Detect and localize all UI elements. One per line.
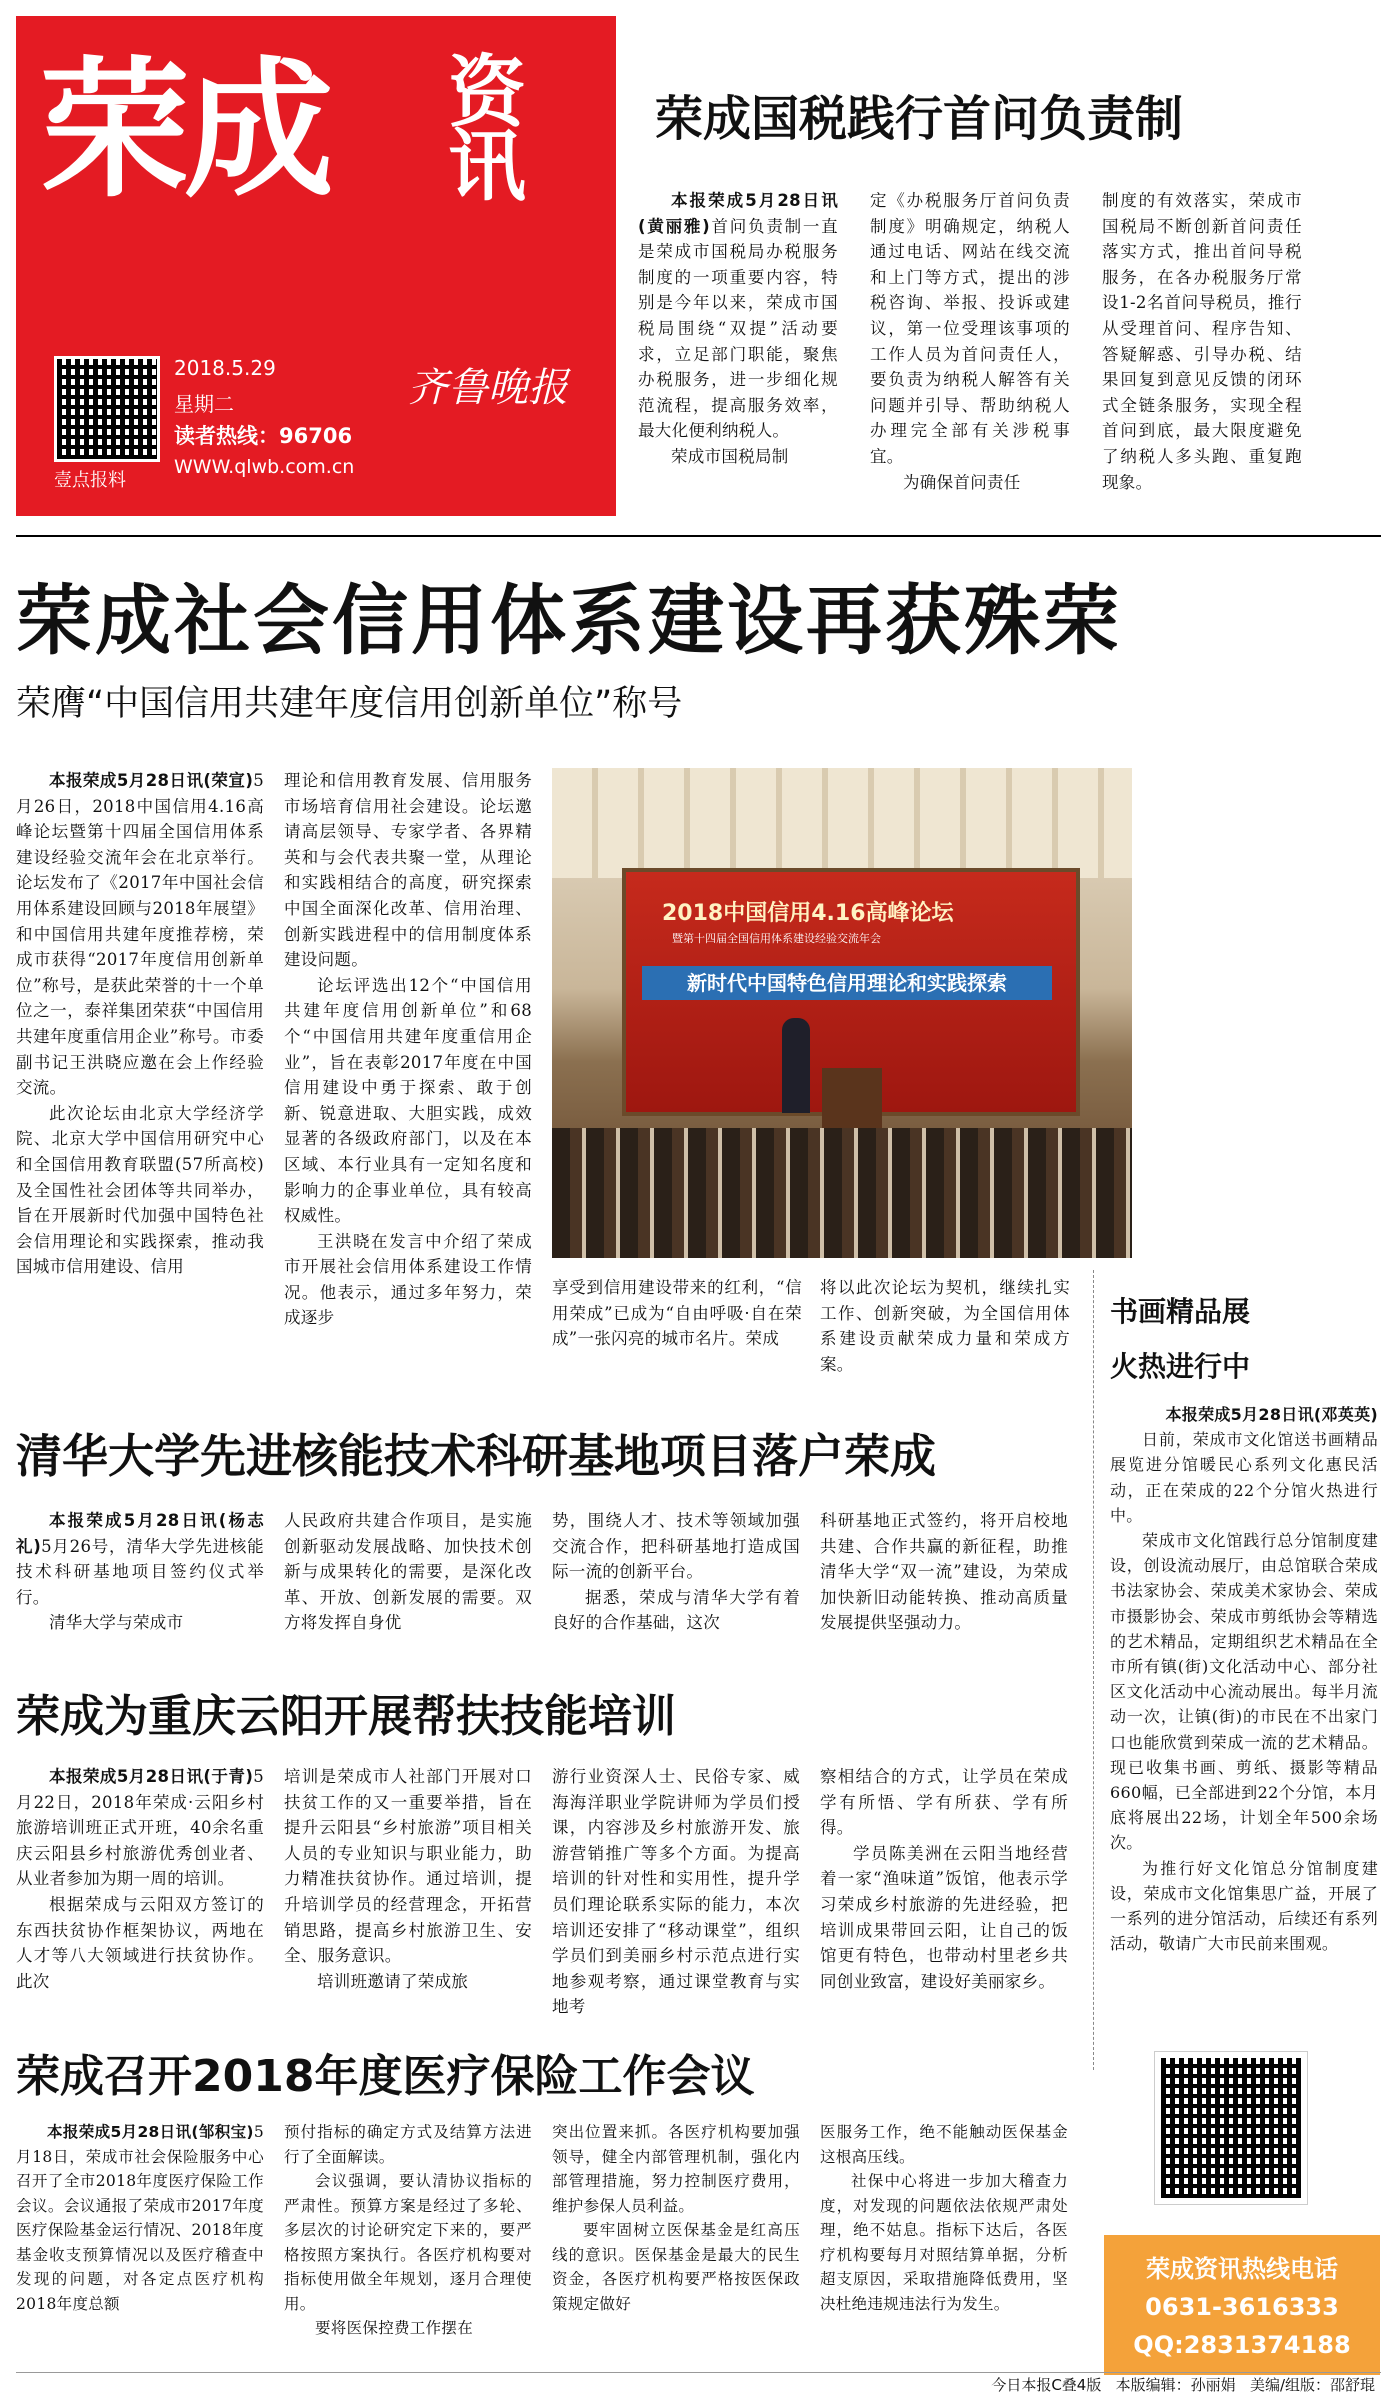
masthead — [16, 16, 616, 516]
article2-col1: 本报荣成5月28日讯(荣宣)5月26日，2018中国信用4.16高峰论坛暨第十四届全国信用体系建设经验交流年会在北京举行。论坛发布了《2017年中国社会信用体系建设回顾与2018年展望》和中国信用共建年度推荐榜，荣成市获得“2017年度信用创新单位”称号，是获此荣誉的十一个单位之一，泰祥集团荣获“中国信用共建年度重信用企业”称号。市委副书记王洪晓应邀在会上作经验交流。 此次论坛由北京大学经济学院、北京大学中国信用研究中心和全国信用教育联盟(57所高校)及全国性社会团体等共同举办，旨在开展新时代加强中国特色社会信用理论和实践探索，推动我国城市信用建设、信用 — [16, 771, 264, 1277]
logo-sub-1: 资 — [448, 48, 527, 138]
sidebar-body: 本报荣成5月28日讯(邓英英) 日前，荣成市文化馆送书画精品展览进分馆暖民心系列文化惠民活动，正在荣成的22个分馆火热进行中。 荣成市文化馆践行总分馆制度建设，创设流动展厅，由总馆联合荣成书法家协会、荣成美术家协会、荣成市摄影协会、荣成市剪纸协会等精选的艺术精品，定期组织艺术精品在全市所有镇(街)文化活动中心、部分社区文化活动中心流动展出。每半月流动一次，让镇(街)的市民在不出家门口也能欣赏到荣成一流的艺术精品。现已收集书画、剪纸、摄影等精品660幅，已全部进到22个分馆，本月底将展出22场，计划全年500余场次。 为推行好文化馆总分馆制度建设，荣成市文化馆集思广益，开展了一系列的进分馆活动，后续还有系列活动，敬请广大市民前来围观。 — [1110, 1405, 1378, 1954]
footer-credits: 今日本报C叠4版 本版编辑：孙丽娟 美编/组版：邵舒琨 — [991, 2376, 1375, 2394]
article4-title: 荣成为重庆云阳开展帮扶技能培训 — [16, 1691, 676, 1742]
article1-col1: 本报荣成5月28日讯(黄丽雅)首问负责制一直是荣成市国税局办税服务制度的一项重要内容，特别是今年以来，荣成市国税局围绕“双提”活动要求，立足部门职能，聚焦办税服务，进一步细化规范流程，提高服务效率，最大化便利纳税人。 荣成市国税局制 — [638, 191, 838, 466]
footer-rule — [16, 2372, 1381, 2373]
website: WWW.qlwb.com.cn — [174, 456, 355, 478]
article2-byline: 本报荣成5月28日讯(荣宣) — [49, 771, 254, 790]
hotline-title: 荣成资讯热线电话 — [1146, 2255, 1338, 2283]
audience — [552, 1128, 1132, 1258]
article5-col3: 突出位置来抓。各医疗机构要加强领导，健全内部管理机制，强化内部管理措施，努力控制医疗费用，维护参保人员利益。 要牢固树立医保基金是红高压线的意识。医保基金是最大的民生资金，各医疗机构要严格按医保政策规定做好 — [552, 2123, 800, 2313]
sidebar-title-1: 书画精品展 — [1110, 1295, 1251, 1328]
qr-code-icon — [54, 356, 160, 462]
article3-col2: 人民政府共建合作项目，是实施创新驱动发展战略、加快技术创新与成果转化的需要，是深化改革、开放、创新发展的需要。双方将发挥自身优 — [284, 1511, 532, 1633]
photo-banner-line3: 新时代中国特色信用理论和实践探索 — [642, 966, 1052, 1000]
photo-ceiling — [552, 768, 1132, 878]
photo-banner-line1: 2018中国信用4.16高峰论坛 — [662, 901, 954, 926]
hotline-qq: QQ:2831374188 — [1133, 2331, 1351, 2359]
article5-byline: 本报荣成5月28日讯(邹积宝) — [47, 2123, 254, 2141]
article3-byline: 本报荣成5月28日讯(杨志礼) — [16, 1511, 264, 1556]
scan-label: 壹点报料 — [54, 470, 126, 491]
article2-col2: 理论和信用教育发展、信用服务市场培育信用社会建设。论坛邀请高层领导、专家学者、各界精英和与会代表共聚一堂，从理论和实践相结合的高度，研究探索中国全面深化改革、信用治理、创新实践进程中的信用制度体系建设问题。 论坛评选出12个“中国信用共建年度信用创新单位”和68个“中国信用共建年度重信用企业”，旨在表彰2017年度在中国信用建设中勇于探索、敢于创新、锐意进取、大胆实践，成效显著的各级政府部门，以及在本区域、本行业具有一定知名度和影响力的企事业单位，具有较高权威性。 王洪晓在发言中介绍了荣成市开展社会信用体系建设工作情况。他表示，通过多年努力，荣成逐步 — [284, 771, 532, 1328]
article5-title: 荣成召开2018年度医疗保险工作会议 — [16, 2051, 755, 2102]
article5-col1: 本报荣成5月28日讯(邹积宝)5月18日，荣成市社会保险服务中心召开了全市2018年度医疗保险工作会议。会议通报了荣成市2017年度医疗保险基金运行情况、2018年度基金收支预算情况以及医疗稽查中发现的问题，对各定点医疗机构2018年度总额 — [16, 2123, 264, 2313]
article2-col4: 将以此次论坛为契机，继续扎实工作、创新突破，为全国信用体系建设贡献荣成力量和荣成方案。 — [820, 1278, 1070, 1374]
masthead-weekday: 星期二 — [174, 392, 234, 416]
article3-col1: 本报荣成5月28日讯(杨志礼)5月26号，清华大学先进核能技术科研基地项目签约仪式举行。 清华大学与荣成市 — [16, 1511, 264, 1633]
hotline-phone: 0631-3616333 — [1145, 2293, 1339, 2321]
article4-byline: 本报荣成5月28日讯(于青) — [49, 1767, 254, 1786]
article4-col2: 培训是荣成市人社部门开展对口扶贫工作的又一重要举措，旨在提升云阳县“乡村旅游”项目相关人员的专业知识与职业能力，助力精准扶贫协作。通过培训，提升培训学员的经营理念，开拓营销思路，提高乡村旅游卫生、安全、服务意识。 培训班邀请了荣成旅 — [284, 1767, 532, 1991]
article4-col4: 察相结合的方式，让学员在荣成学有所悟、学有所获、学有所得。 学员陈美洲在云阳当地经营着一家“渔味道”饭馆，他表示学习荣成乡村旅游的先进经验，把培训成果带回云阳，让自己的饭馆更有特色，也带动村里老乡共同创业致富，建设好美丽家乡。 — [820, 1767, 1068, 1991]
article2-col3: 享受到信用建设带来的红利，“信用荣成”已成为“自由呼吸·自在荣成”一张闪亮的城市名片。荣成 — [552, 1278, 802, 1349]
sidebar-title-2: 火热进行中 — [1110, 1350, 1251, 1383]
article2-title: 荣成社会信用体系建设再获殊荣 — [16, 576, 1122, 665]
divider — [16, 535, 1381, 537]
photo-banner-line2: 暨第十四届全国信用体系建设经验交流年会 — [672, 932, 881, 945]
hotline-box — [1104, 2235, 1380, 2375]
article4-col1: 本报荣成5月28日讯(于青)5月22日，2018年荣成·云阳乡村旅游培训班正式开班，40余名重庆云阳县乡村旅游优秀创业者、从业者参加为期一周的培训。 根据荣成与云阳双方签订的东西扶贫协作框架协议，两地在人才等八大领域进行扶贫协作。此次 — [16, 1767, 264, 1991]
speaker-figure — [782, 1018, 810, 1113]
logo-main: 荣成 — [40, 44, 329, 218]
article3-col3: 势，围绕人才、技术等领域加强交流合作，把科研基地打造成国际一流的创新平台。 据悉，荣成与清华大学有着良好的合作基础，这次 — [552, 1511, 800, 1633]
logo-sub-2: 讯 — [448, 122, 527, 212]
masthead-date: 2018.5.29 — [174, 356, 276, 380]
article1-title: 荣成国税践行首问负责制 — [655, 91, 1184, 147]
sidebar-divider — [1093, 1270, 1094, 2070]
sidebar-byline: 本报荣成5月28日讯(邓英英) — [1165, 1405, 1378, 1424]
article3-title: 清华大学先进核能技术科研基地项目落户荣成 — [16, 1429, 936, 1483]
article5-col4: 医服务工作，绝不能触动医保基金这根高压线。 社保中心将进一步加大稽查力度，对发现的问题依法依规严肃处理，绝不姑息。指标下达后，各医疗机构要每月对照结算单据，分析超支原因，采取措施降低费用，坚决杜绝违规违法行为发生。 — [820, 2123, 1068, 2313]
article2-subtitle: 荣膺“中国信用共建年度信用创新单位”称号 — [16, 684, 683, 724]
conference-photo — [552, 768, 1132, 1258]
reader-hotline: 读者热线：96706 — [174, 424, 353, 448]
sidebar-qr-code-icon — [1155, 2052, 1307, 2204]
article5-col2: 预付指标的确定方式及结算方法进行了全面解读。 会议强调，要认清协议指标的严肃性。预算方案是经过了多轮、多层次的讨论研究定下来的，要严格按照方案执行。各医疗机构要对指标使用做全年规划，逐月合理使用。 要将医保控费工作摆在 — [284, 2123, 532, 2337]
article1-col3: 制度的有效落实，荣成市国税局不断创新首问责任落实方式，推出首问导税服务，在各办税服务厅常设1-2名首问导税员，推行从受理首问、程序告知、答疑解惑、引导办税、结果回复到意见反馈的闭环式全链条服务，实现全程首问到底，最大限度避免了纳税人多头跑、重复跑现象。 — [1102, 191, 1302, 492]
article1-byline: 本报荣成5月28日讯(黄丽雅) — [638, 191, 838, 236]
article3-col4: 科研基地正式签约，将开启校地共建、合作共赢的新征程，助推清华大学“双一流”建设，为荣成加快新旧动能转换、推动高质量发展提供坚强动力。 — [820, 1511, 1068, 1633]
paper-name: 齐鲁晚报 — [408, 365, 568, 411]
article4-col3: 游行业资深人士、民俗专家、威海海洋职业学院讲师为学员们授课，内容涉及乡村旅游开发、旅游营销推广等多个方面。为提高培训的针对性和实用性，提升学员们理论联系实际的能力，本次培训还安排了“移动课堂”，组织学员们到美丽乡村示范点进行实地参观考察，通过课堂教育与实地考 — [552, 1767, 800, 2017]
article1-col2: 定《办税服务厅首问负责制度》明确规定，纳税人通过电话、网站在线交流和上门等方式，提出的涉税咨询、举报、投诉或建议，第一位受理该事项的工作人员为首问责任人，要负责为纳税人解答有关问题并引导、帮助纳税人办理完全部有关涉税事宜。 为确保首问责任 — [870, 191, 1070, 492]
